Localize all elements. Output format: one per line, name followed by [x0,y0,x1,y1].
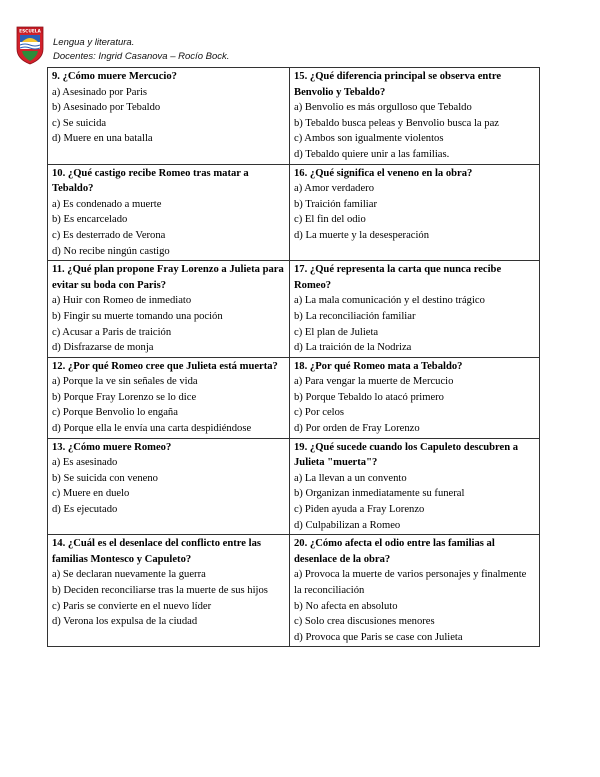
school-logo [16,25,44,65]
question-text: 20. ¿Cómo afecta el odio entre las familias al desenlace de la obra? [294,538,495,565]
questions-table [47,67,540,647]
answer-option: c) Por celos [294,407,345,419]
table-row [48,357,540,438]
answer-option: c) Se suicida [52,117,107,129]
answer-option: b) Se suicida con veneno [52,472,158,484]
teachers-line: Docentes: Ingrid Casanova – Rocío Bock. [53,51,230,62]
question-text: 17. ¿Qué representa la carta que nunca recibe Romeo? [294,264,502,291]
answer-option: d) Culpabilizan a Romeo [294,519,401,531]
answer-option: d) Muere en una batalla [52,133,153,145]
table-row [48,261,540,358]
question-text: 15. ¿Qué diferencia principal se observa entre Benvolio y Tebaldo? [294,71,502,98]
answer-option: c) El plan de Julieta [294,326,379,338]
answer-option: d) Tebaldo quiere unir a las familias. [294,148,450,160]
question-cell [48,357,290,438]
answer-option: d) Porque ella le envía una carta despidiéndose [52,423,252,435]
answer-option: c) Es desterrado de Verona [52,229,166,241]
answer-option: c) El fin del odio [294,214,366,226]
question-text: 18. ¿Por qué Romeo mata a Tebaldo? [294,360,463,372]
question-text: 13. ¿Cómo muere Romeo? [52,441,172,453]
question-text: 12. ¿Por qué Romeo cree que Julieta está muerta? [52,360,278,372]
question-text: 16. ¿Qué significa el veneno en la obra? [294,167,473,179]
answer-option: a) Se declaran nuevamente la guerra [52,569,206,581]
answer-option: a) Provoca la muerte de varios personajes y finalmente la reconciliación [294,569,527,596]
answer-option: d) Disfrazarse de monja [52,342,154,354]
answer-option: a) La llevan a un convento [294,472,407,484]
question-cell [48,164,290,261]
question-cell [290,164,540,261]
answer-option: c) Paris se convierte en el nuevo líder [52,600,212,612]
answer-option: c) Solo crea discusiones menores [294,616,435,628]
table-row [48,438,540,535]
question-text: 19. ¿Qué sucede cuando los Capuleto descubren a Julieta "muerta"? [294,441,519,469]
answer-option: d) La muerte y la desesperación [294,229,430,241]
answer-option: d) Verona los expulsa de la ciudad [52,616,198,628]
logo-text: ESCUELA [19,29,41,35]
answer-option: a) Huir con Romeo de inmediato [52,295,192,307]
answer-option: b) Porque Tebaldo lo atacó primero [294,391,444,403]
question-cell [48,68,290,165]
answer-option: b) Tebaldo busca peleas y Benvolio busca la paz [294,117,499,129]
question-text: 9. ¿Cómo muere Mercucio? [52,71,177,82]
answer-option: d) Por orden de Fray Lorenzo [294,423,420,435]
table-row [48,164,540,261]
table-row [48,535,540,647]
question-cell [290,357,540,438]
answer-option: b) Fingir su muerte tomando una poción [52,310,223,322]
question-text: 14. ¿Cuál es el desenlace del conflicto entre las familias Montesco y Capuleto? [52,538,261,565]
table-row [48,68,540,165]
answer-option: a) Asesinado por Paris [52,86,148,98]
answer-option: b) Organizan inmediatamente su funeral [294,488,465,500]
answer-option: b) No afecta en absoluto [294,600,398,612]
question-text: 10. ¿Qué castigo recibe Romeo tras matar a Tebaldo? [52,167,249,195]
answer-option: b) Deciden reconciliarse tras la muerte de sus hijos [52,585,268,596]
question-cell [290,261,540,358]
question-cell [48,438,290,535]
question-cell [48,535,290,647]
answer-option: a) Para vengar la muerte de Mercucio [294,376,454,388]
answer-option: a) Amor verdadero [294,183,375,195]
answer-option: d) No recibe ningún castigo [52,245,170,257]
question-text: 11. ¿Qué plan propone Fray Lorenzo a Julieta para evitar su boda con Paris? [52,264,284,291]
answer-option: c) Acusar a Paris de traición [52,326,172,338]
question-cell [290,535,540,647]
answer-option: b) Es encarcelado [52,214,128,226]
answer-option: c) Porque Benvolio lo engaña [52,407,178,419]
answer-option: a) La mala comunicación y el destino trágico [294,295,485,307]
answer-option: d) La traición de la Nodriza [294,342,412,354]
answer-option: a) Benvolio es más orgulloso que Tebaldo [294,102,472,114]
answer-option: d) Es ejecutado [52,504,118,516]
answer-option: a) Porque la ve sin señales de vida [52,376,198,388]
answer-option: c) Muere en duelo [52,488,130,500]
answer-option: b) La reconciliación familiar [294,310,416,322]
answer-option: b) Porque Fray Lorenzo se lo dice [52,391,197,403]
answer-option: c) Ambos son igualmente violentos [294,133,444,145]
answer-option: a) Es condenado a muerte [52,198,162,210]
answer-option: b) Traición familiar [294,198,377,210]
course-title: Lengua y literatura. [53,37,135,48]
answer-option: a) Es asesinado [52,457,118,469]
answer-option: c) Piden ayuda a Fray Lorenzo [294,504,425,516]
school-crest-icon [16,25,44,65]
question-cell [48,261,290,358]
question-cell [290,68,540,165]
answer-option: b) Asesinado por Tebaldo [52,102,161,114]
document-header [53,36,229,64]
answer-option: d) Provoca que Paris se case con Julieta [294,631,463,643]
question-cell [290,438,540,535]
